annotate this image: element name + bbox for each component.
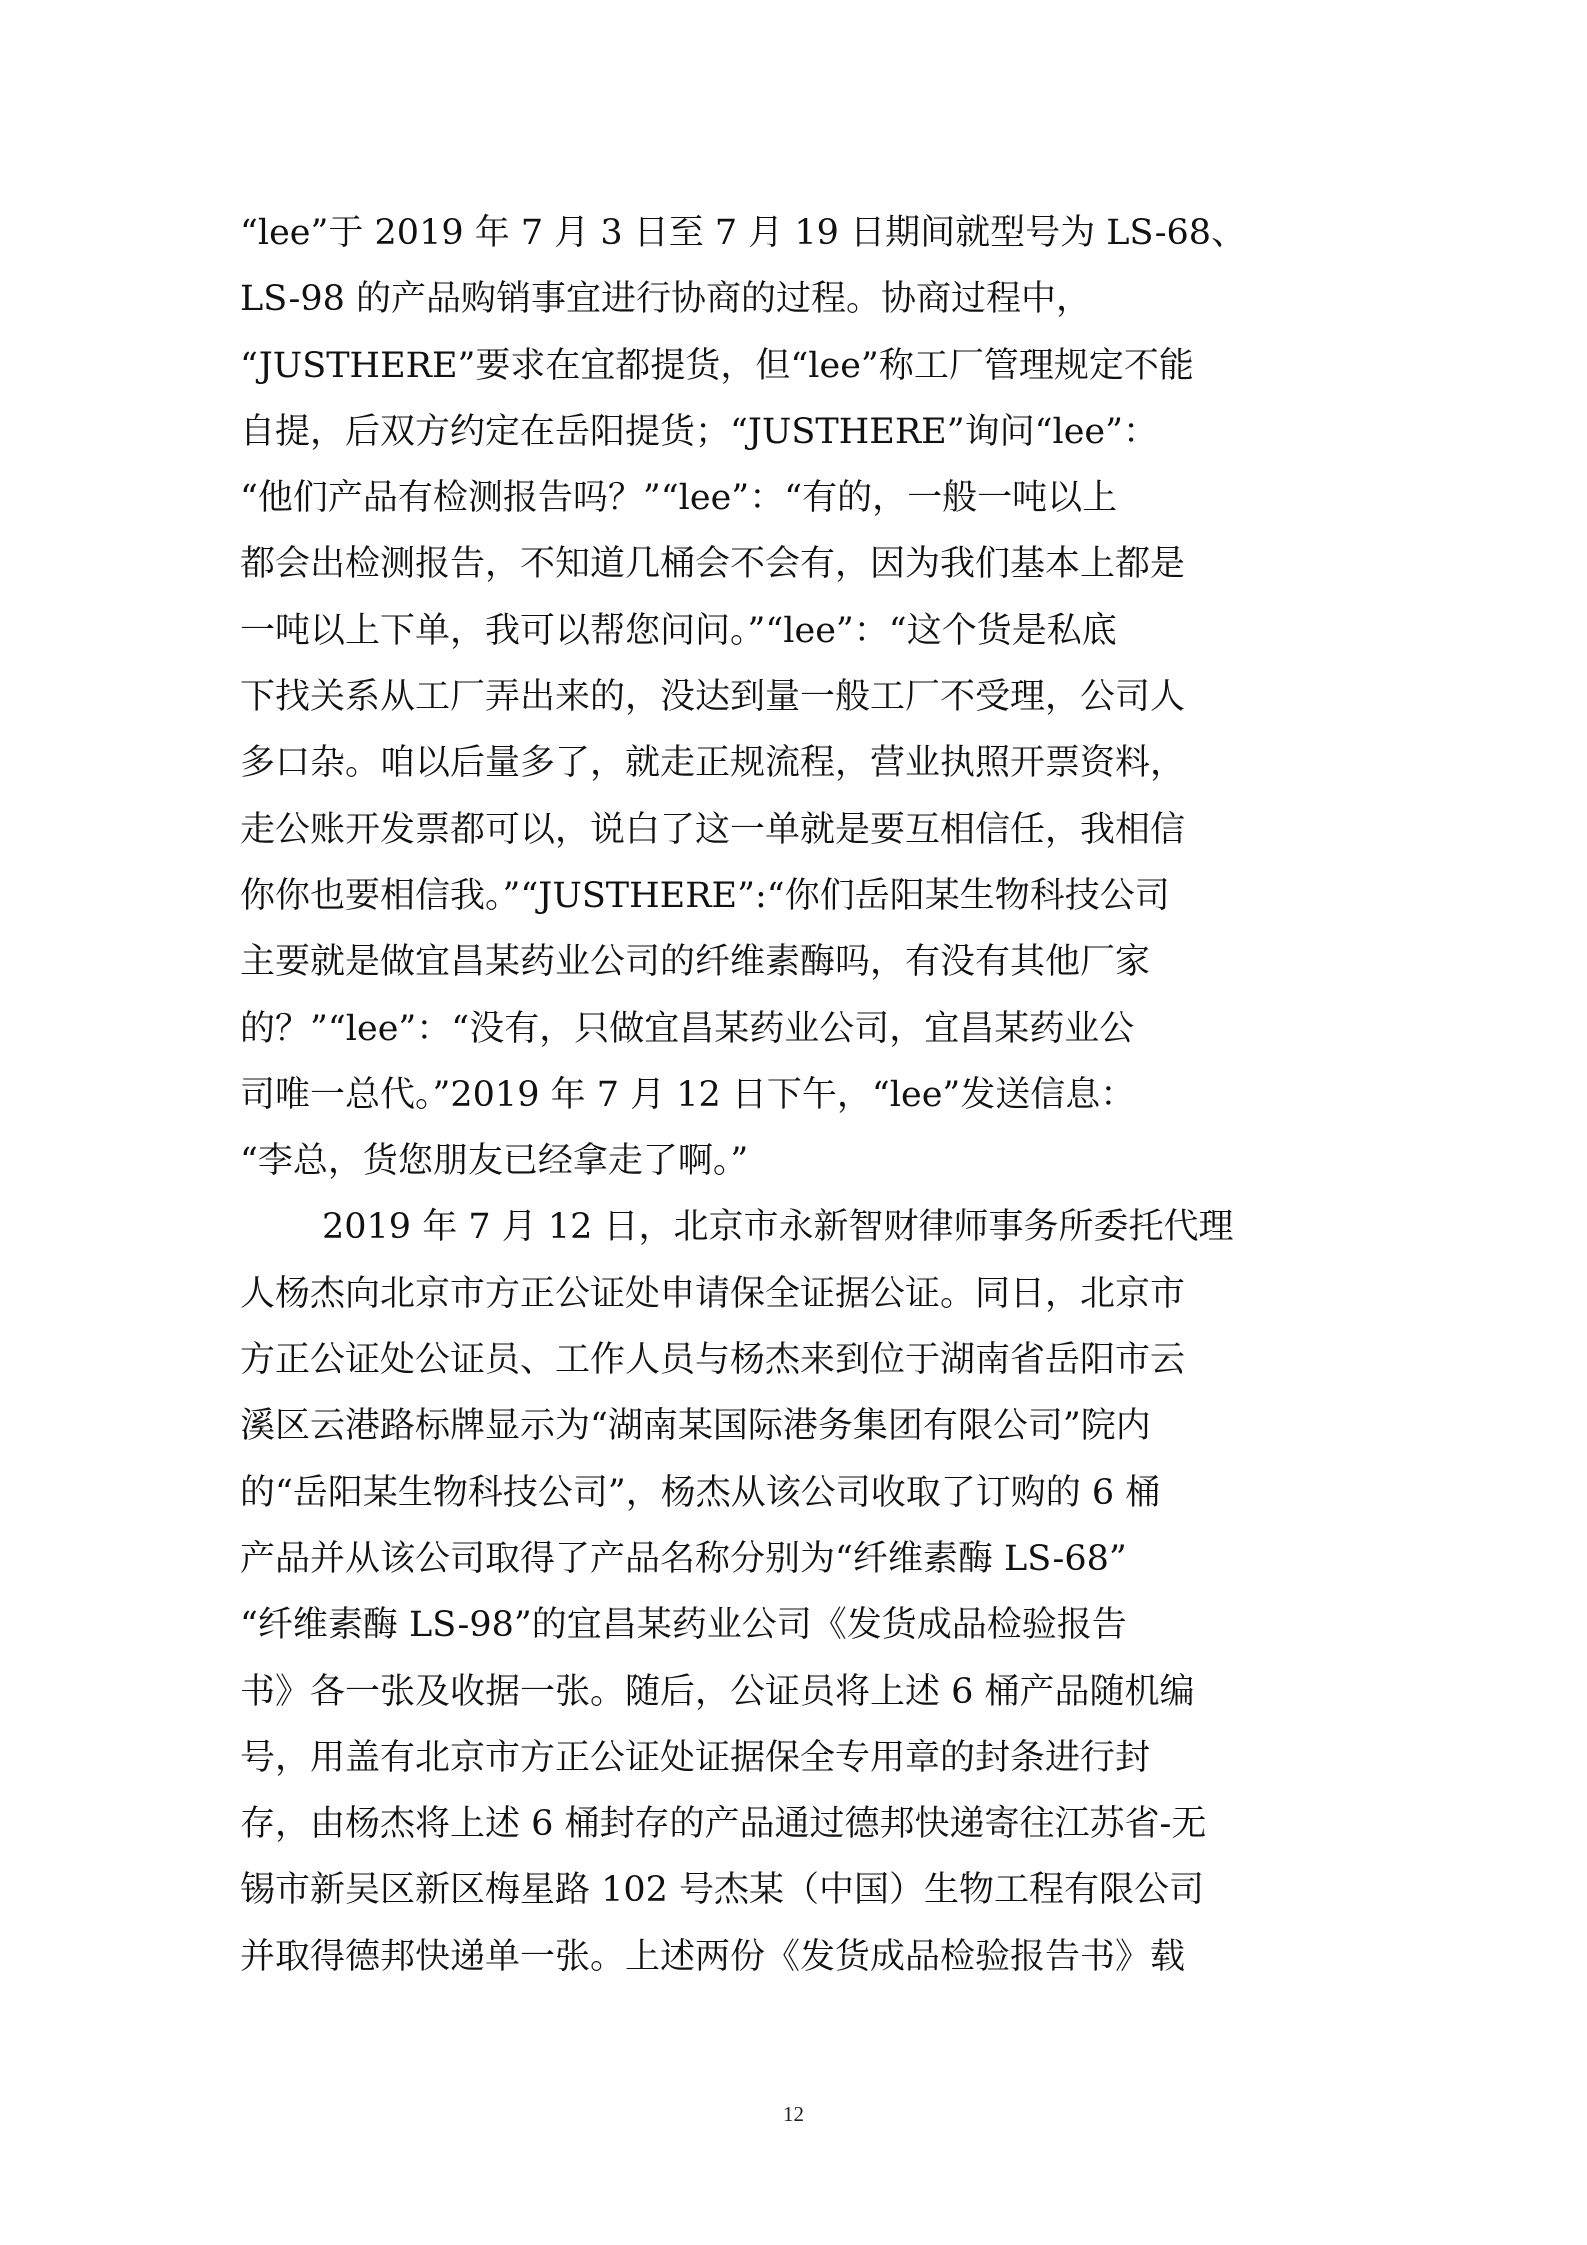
text-line: 2019 年 7 月 12 日，北京市永新智财律师事务所委托代理 [322, 1207, 1234, 1248]
text-line: 号，用盖有北京市方正公证处证据保全专用章的封条进行封 [240, 1737, 1151, 1778]
text-line: 的？”“lee”：“没有，只做宜昌某药业公司，宜昌某药业公 [240, 1008, 1135, 1049]
text-line: “纤维素酶 LS-98”的宜昌某药业公司《发货成品检验报告 [240, 1605, 1127, 1646]
text-line: LS-98 的产品购销事宜进行协商的过程。协商过程中， [240, 279, 1091, 320]
text-line: 司唯一总代。”2019 年 7 月 12 日下午，“lee”发送信息： [240, 1074, 1136, 1115]
text-line: 锡市新吴区新区梅星路 102 号杰某（中国）生物工程有限公司 [240, 1870, 1205, 1911]
text-line: 一吨以上下单，我可以帮您问问。”“lee”：“这个货是私底 [240, 610, 1117, 651]
text-line: “李总，货您朋友已经拿走了啊。” [240, 1141, 749, 1182]
text-line: 自提，后双方约定在岳阳提货；“JUSTHERE”询问“lee”： [240, 411, 1159, 452]
text-line: 人杨杰向北京市方正公证处申请保全证据公证。同日，北京市 [240, 1273, 1186, 1314]
text-line: 下找关系从工厂弄出来的，没达到量一般工厂不受理，公司人 [240, 677, 1186, 718]
text-line: 走公账开发票都可以，说白了这一单就是要互相信任，我相信 [240, 809, 1186, 850]
text-line: 主要就是做宜昌某药业公司的纤维素酶吗，有没有其他厂家 [240, 942, 1151, 983]
text-line: 多口杂。咱以后量多了，就走正规流程，营业执照开票资料， [240, 743, 1186, 784]
text-line: “lee”于 2019 年 7 月 3 日至 7 月 19 日期间就型号为 LS-68、 [240, 213, 1247, 253]
text-line: “JUSTHERE”要求在宜都提货，但“lee”称工厂管理规定不能 [240, 345, 1194, 386]
text-line: 书》各一张及收据一张。随后，公证员将上述 6 桶产品随机编 [240, 1671, 1195, 1712]
text-line: 都会出检测报告，不知道几桶会不会有，因为我们基本上都是 [240, 544, 1186, 585]
text-line: 并取得德邦快递单一张。上述两份《发货成品检验报告书》载 [240, 1936, 1186, 1977]
text-line: 溪区云港路标牌显示为“湖南某国际港务集团有限公司”院内 [240, 1406, 1151, 1447]
text-line: 你你也要相信我。”“JUSTHERE”:“你们岳阳某生物科技公司 [240, 875, 1170, 916]
text-line: 存，由杨杰将上述 6 桶封存的产品通过德邦快递寄往江苏省-无 [240, 1804, 1207, 1845]
text-line: 产品并从该公司取得了产品名称分别为“纤维素酶 LS-68” [240, 1538, 1127, 1579]
text-line: 方正公证处公证员、工作人员与杨杰来到位于湖南省岳阳市云 [240, 1340, 1186, 1381]
page-number: 12 [783, 2102, 804, 2126]
text-line: “他们产品有检测报告吗？”“lee”：“有的，一般一吨以上 [240, 478, 1118, 519]
text-line: 的“岳阳某生物科技公司”，杨杰从该公司收取了订购的 6 桶 [240, 1472, 1161, 1513]
body-text [240, 200, 1355, 1990]
